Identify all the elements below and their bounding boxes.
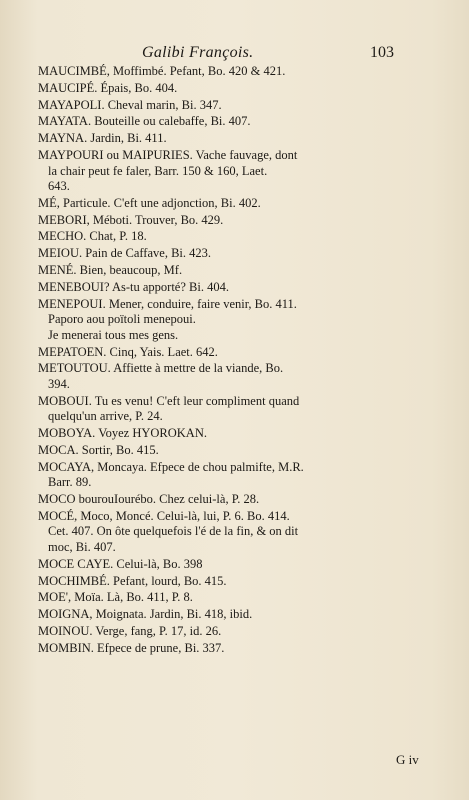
dictionary-entry <box>38 426 438 442</box>
dictionary-entry <box>38 557 438 573</box>
entry-continuation: Paporo aou poïtoli menepoui. <box>48 312 196 327</box>
signature-mark: G iv <box>396 752 419 767</box>
dictionary-entry <box>38 443 438 459</box>
entry-headline: MOBOUI. Tu es venu! C'eft leur compliment quand <box>38 393 300 408</box>
dictionary-entry <box>38 641 438 657</box>
entry-headline: MOE', Moïa. Là, Bo. 411, P. 8. <box>38 590 193 605</box>
dictionary-entry <box>38 196 438 212</box>
entry-continuation: moc, Bi. 407. <box>48 539 116 554</box>
entry-continuation: Je menerai tous mes gens. <box>48 327 179 342</box>
entry-continuation: quelqu'un arrive, P. 24. <box>48 409 163 424</box>
entry-headline: MOMBIN. Efpece de prune, Bi. 337. <box>38 640 225 655</box>
page-number: 103 <box>370 44 394 61</box>
dictionary-entry <box>38 98 438 114</box>
entry-headline: MOIGNA, Moignata. Jardin, Bi. 418, ibid. <box>38 607 253 622</box>
entry-headline: MAYNA. Jardin, Bi. 411. <box>38 131 167 146</box>
dictionary-entry <box>38 297 438 344</box>
entry-continuation: Cet. 407. On ôte quelquefois l'é de la fin, & on dit <box>48 524 299 539</box>
dictionary-entry <box>38 509 438 556</box>
dictionary-entry <box>38 361 438 392</box>
entry-headline: MOCE CAYE. Celui-là, Bo. 398 <box>38 556 203 571</box>
entry-headline: MEBORI, Méboti. Trouver, Bo. 429. <box>38 212 224 227</box>
entry-headline: MOCHIMBÉ. Pefant, lourd, Bo. 415. <box>38 573 227 588</box>
entry-continuation: 643. <box>48 179 70 194</box>
dictionary-entry <box>38 114 438 130</box>
entry-headline: MOCAYA, Moncaya. Efpece de chou palmifte, M.R. <box>38 459 304 474</box>
entry-headline: MAYATA. Bouteille ou calebaffe, Bi. 407. <box>38 114 251 129</box>
dictionary-entry <box>38 492 438 508</box>
dictionary-entry <box>38 148 438 195</box>
dictionary-entries <box>38 64 438 657</box>
entry-headline: MEPATOEN. Cinq, Yais. Laet. 642. <box>38 344 218 359</box>
dictionary-entry <box>38 81 438 97</box>
page-header <box>0 44 469 64</box>
entry-headline: MAUCIPÉ. Épais, Bo. 404. <box>38 80 178 95</box>
dictionary-entry <box>38 229 438 245</box>
entry-headline: METOUTOU. Affiette à mettre de la viande, Bo. <box>38 361 284 376</box>
dictionary-entry <box>38 213 438 229</box>
entry-headline: MEIOU. Pain de Caffave, Bi. 423. <box>38 246 212 261</box>
entry-headline: MOCÉ, Moco, Moncé. Celui-là, lui, P. 6. Bo. 414. <box>38 508 290 523</box>
dictionary-entry <box>38 460 438 491</box>
dictionary-entry <box>38 624 438 640</box>
entry-headline: MÉ, Particule. C'eft une adjonction, Bi. 402. <box>38 195 261 210</box>
entry-continuation: la chair peut fe faler, Barr. 150 & 160, Laet. <box>48 163 268 178</box>
entry-headline: MAYAPOLI. Cheval marin, Bi. 347. <box>38 97 222 112</box>
dictionary-entry <box>38 574 438 590</box>
dictionary-entry <box>38 131 438 147</box>
dictionary-entry <box>38 590 438 606</box>
entry-continuation: Barr. 89. <box>48 475 92 490</box>
dictionary-entry <box>38 246 438 262</box>
dictionary-entry <box>38 345 438 361</box>
dictionary-entry <box>38 394 438 425</box>
running-title: Galibi François. <box>142 44 254 61</box>
dictionary-entry <box>38 64 438 80</box>
dictionary-entry <box>38 280 438 296</box>
entry-headline: MOCA. Sortir, Bo. 415. <box>38 442 159 457</box>
entry-headline: MENEPOUI. Mener, conduire, faire venir, Bo. 411. <box>38 296 297 311</box>
entry-headline: MECHO. Chat, P. 18. <box>38 229 147 244</box>
entry-headline: MAUCIMBÉ, Moffimbé. Pefant, Bo. 420 & 421. <box>38 64 286 78</box>
entry-continuation: 394. <box>48 376 70 391</box>
dictionary-entry <box>38 607 438 623</box>
entry-headline: MOBOYA. Voyez HYOROKAN. <box>38 426 207 441</box>
entry-headline: MOCO bourouIourébo. Chez celui-là, P. 28. <box>38 492 260 506</box>
entry-headline: MAYPOURI ou MAIPURIES. Vache fauvage, dont <box>38 147 298 162</box>
dictionary-entry <box>38 263 438 279</box>
entry-headline: MENEBOUI? As-tu apporté? Bi. 404. <box>38 279 229 294</box>
entry-headline: MOINOU. Verge, fang, P. 17, id. 26. <box>38 623 222 638</box>
entry-headline: MENÉ. Bien, beaucoup, Mf. <box>38 263 183 277</box>
